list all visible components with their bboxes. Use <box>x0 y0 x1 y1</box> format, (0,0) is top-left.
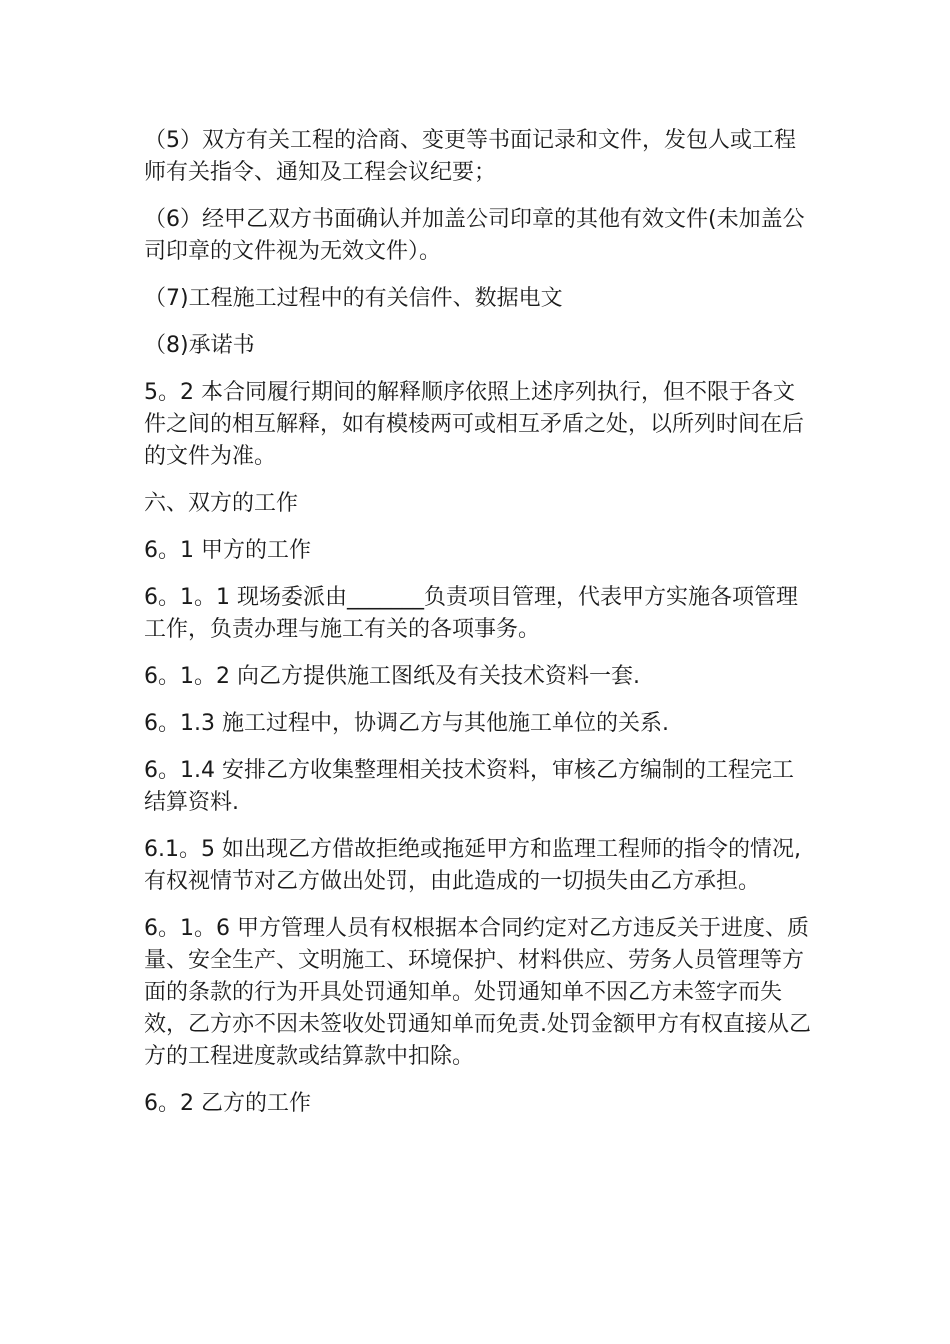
paragraph-item-6: （6）经甲乙双方书面确认并加盖公司印章的其他有效文件(未加盖公司印章的文件视为无效文件）。 <box>144 207 805 264</box>
subsection-heading-6-2: 6。2 乙方的工作 <box>144 1091 311 1116</box>
paragraph-clause-6-1-1: 6。1。1 现场委派由_______负责项目管理，代表甲方实施各项管理工作，负责办理与施工有关的各项事务。 <box>144 585 798 642</box>
section-heading-6: 六、双方的工作 <box>144 491 299 516</box>
paragraph-item-5: （5）双方有关工程的洽商、变更等书面记录和文件，发包人或工程师有关指令、通知及工程会议纪要； <box>144 128 796 185</box>
paragraph-item-7: （7)工程施工过程中的有关信件、数据电文 <box>144 286 563 311</box>
paragraph-clause-6-1-4: 6。1.4 安排乙方收集整理相关技术资料，审核乙方编制的工程完工结算资料. <box>144 758 794 815</box>
document-body <box>144 125 814 1135</box>
paragraph-clause-6-1-3: 6。1.3 施工过程中，协调乙方与其他施工单位的关系. <box>144 711 669 736</box>
paragraph-clause-6-1-2: 6。1。2 向乙方提供施工图纸及有关技术资料一套. <box>144 664 640 689</box>
paragraph-clause-6-1-6: 6。1。6 甲方管理人员有权根据本合同约定对乙方违反关于进度、质量、安全生产、文明施工、环境保护、材料供应、劳务人员管理等方面的条款的行为开具处罚通知单。处罚通知单不因乙方未签字而失效，乙方亦不因未签收处罚通知单而免责.处罚金额甲方有权直接从乙方的工程进度款或结算款中扣除。 <box>144 916 811 1069</box>
paragraph-item-8: （8)承诺书 <box>144 333 255 358</box>
subsection-heading-6-1: 6。1 甲方的工作 <box>144 538 311 563</box>
paragraph-clause-6-1-5: 6.1。5 如出现乙方借故拒绝或拖延甲方和监理工程师的指令的情况,有权视情节对乙方做出处罚，由此造成的一切损失由乙方承担。 <box>144 837 801 894</box>
paragraph-clause-5-2: 5。2 本合同履行期间的解释顺序依照上述序列执行，但不限于各文件之间的相互解释，如有模棱两可或相互矛盾之处，以所列时间在后的文件为准。 <box>144 380 805 469</box>
